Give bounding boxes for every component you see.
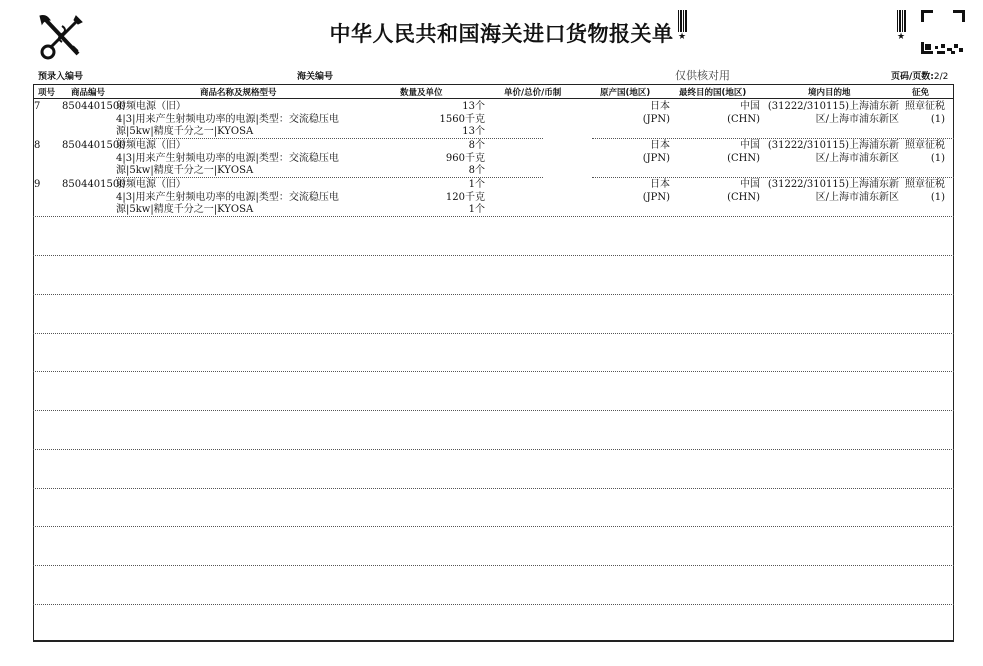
- commodity-name: 射频电源（旧）: [116, 179, 186, 190]
- customs-number-label: 海关编号: [297, 72, 334, 82]
- destination-code: (CHN): [727, 114, 760, 125]
- row-divider: [592, 177, 954, 178]
- origin-country: 日本: [650, 179, 670, 190]
- tax-mode: 照章征税: [905, 101, 945, 112]
- tax-mode: 照章征税: [905, 140, 945, 151]
- row-divider: [592, 138, 954, 139]
- quantity: 13个: [462, 126, 485, 137]
- tax-code: (1): [930, 153, 945, 164]
- tax-code: (1): [930, 192, 945, 203]
- row-divider: [33, 294, 954, 295]
- commodity-name: 射频电源（旧）: [116, 140, 186, 151]
- row-divider: [33, 333, 954, 334]
- origin-country: 日本: [650, 140, 670, 151]
- item-no: 8: [34, 140, 41, 151]
- preentry-label: 预录入编号: [38, 72, 84, 82]
- item-no: 7: [34, 101, 41, 112]
- col-commodity-name: 商品名称及规格型号: [200, 88, 277, 98]
- barcode-icon: [678, 10, 687, 32]
- col-quantity: 数量及单位: [400, 88, 443, 98]
- quantity: 13个: [462, 101, 485, 112]
- weight: 120千克: [445, 192, 485, 203]
- origin-code: (JPN): [642, 192, 670, 203]
- domestic-destination: 区/上海市浦东新区: [815, 114, 899, 125]
- quantity: 1个: [468, 204, 485, 215]
- quantity: 8个: [468, 140, 485, 151]
- col-domestic-destination: 境内目的地: [808, 88, 851, 98]
- col-destination: 最终目的国(地区): [679, 88, 747, 98]
- commodity-name: 射频电源（旧）: [116, 101, 186, 112]
- row-divider: [33, 526, 954, 527]
- domestic-destination: (31222/310115)上海浦东新: [767, 179, 899, 190]
- tax-code: (1): [930, 114, 945, 125]
- commodity-spec: 4|3|用来产生射频电功率的电源|类型：交流稳压电: [116, 192, 339, 203]
- origin-code: (JPN): [642, 114, 670, 125]
- domestic-destination: (31222/310115)上海浦东新: [767, 140, 899, 151]
- col-commodity-code: 商品编号: [71, 88, 106, 98]
- destination-country: 中国: [740, 140, 760, 151]
- destination-code: (CHN): [727, 192, 760, 203]
- row-divider: [116, 138, 543, 139]
- commodity-spec: 4|3|用来产生射频电功率的电源|类型：交流稳压电: [116, 114, 339, 125]
- origin-code: (JPN): [642, 153, 670, 164]
- page-indicator: 页码/页数:2/2: [891, 72, 949, 82]
- destination-country: 中国: [740, 101, 760, 112]
- row-divider: [116, 177, 543, 178]
- tax-mode: 照章征税: [905, 179, 945, 190]
- weight: 960千克: [445, 153, 485, 164]
- quantity: 1个: [468, 179, 485, 190]
- page-title: 中华人民共和国海关进口货物报关单: [329, 22, 674, 46]
- row-divider: [33, 488, 954, 489]
- row-divider: [33, 565, 954, 566]
- header-divider: [33, 98, 954, 99]
- commodity-spec: 4|3|用来产生射频电功率的电源|类型：交流稳压电: [116, 153, 339, 164]
- commodity-spec: 源|5kw|精度千分之一|KYOSA: [116, 126, 254, 137]
- destination-code: (CHN): [727, 153, 760, 164]
- commodity-code: 8504401500: [62, 101, 126, 112]
- origin-country: 日本: [650, 101, 670, 112]
- item-no: 9: [34, 179, 41, 190]
- row-divider: [33, 449, 954, 450]
- row-divider: [33, 371, 954, 372]
- barcode-icon: [897, 10, 906, 32]
- col-price: 单价/总价/币制: [504, 88, 562, 98]
- verification-note: 仅供核对用: [675, 69, 730, 82]
- domestic-destination: 区/上海市浦东新区: [815, 153, 899, 164]
- quantity: 8个: [468, 165, 485, 176]
- destination-country: 中国: [740, 179, 760, 190]
- commodity-code: 8504401500: [62, 179, 126, 190]
- domestic-destination: 区/上海市浦东新区: [815, 192, 899, 203]
- col-item-no: 项号: [38, 88, 56, 98]
- row-divider: [33, 410, 954, 411]
- col-origin: 原产国(地区): [600, 88, 651, 98]
- star-icon: ★: [897, 32, 906, 42]
- commodity-spec: 源|5kw|精度千分之一|KYOSA: [116, 165, 254, 176]
- domestic-destination: (31222/310115)上海浦东新: [767, 101, 899, 112]
- weight: 1560千克: [439, 114, 485, 125]
- commodity-code: 8504401500: [62, 140, 126, 151]
- row-divider: [33, 604, 954, 605]
- col-tax: 征免: [912, 88, 930, 98]
- star-icon: ★: [678, 32, 687, 42]
- row-divider: [33, 216, 954, 217]
- qr-code-icon: [921, 10, 965, 54]
- commodity-spec: 源|5kw|精度千分之一|KYOSA: [116, 204, 254, 215]
- row-divider: [33, 255, 954, 256]
